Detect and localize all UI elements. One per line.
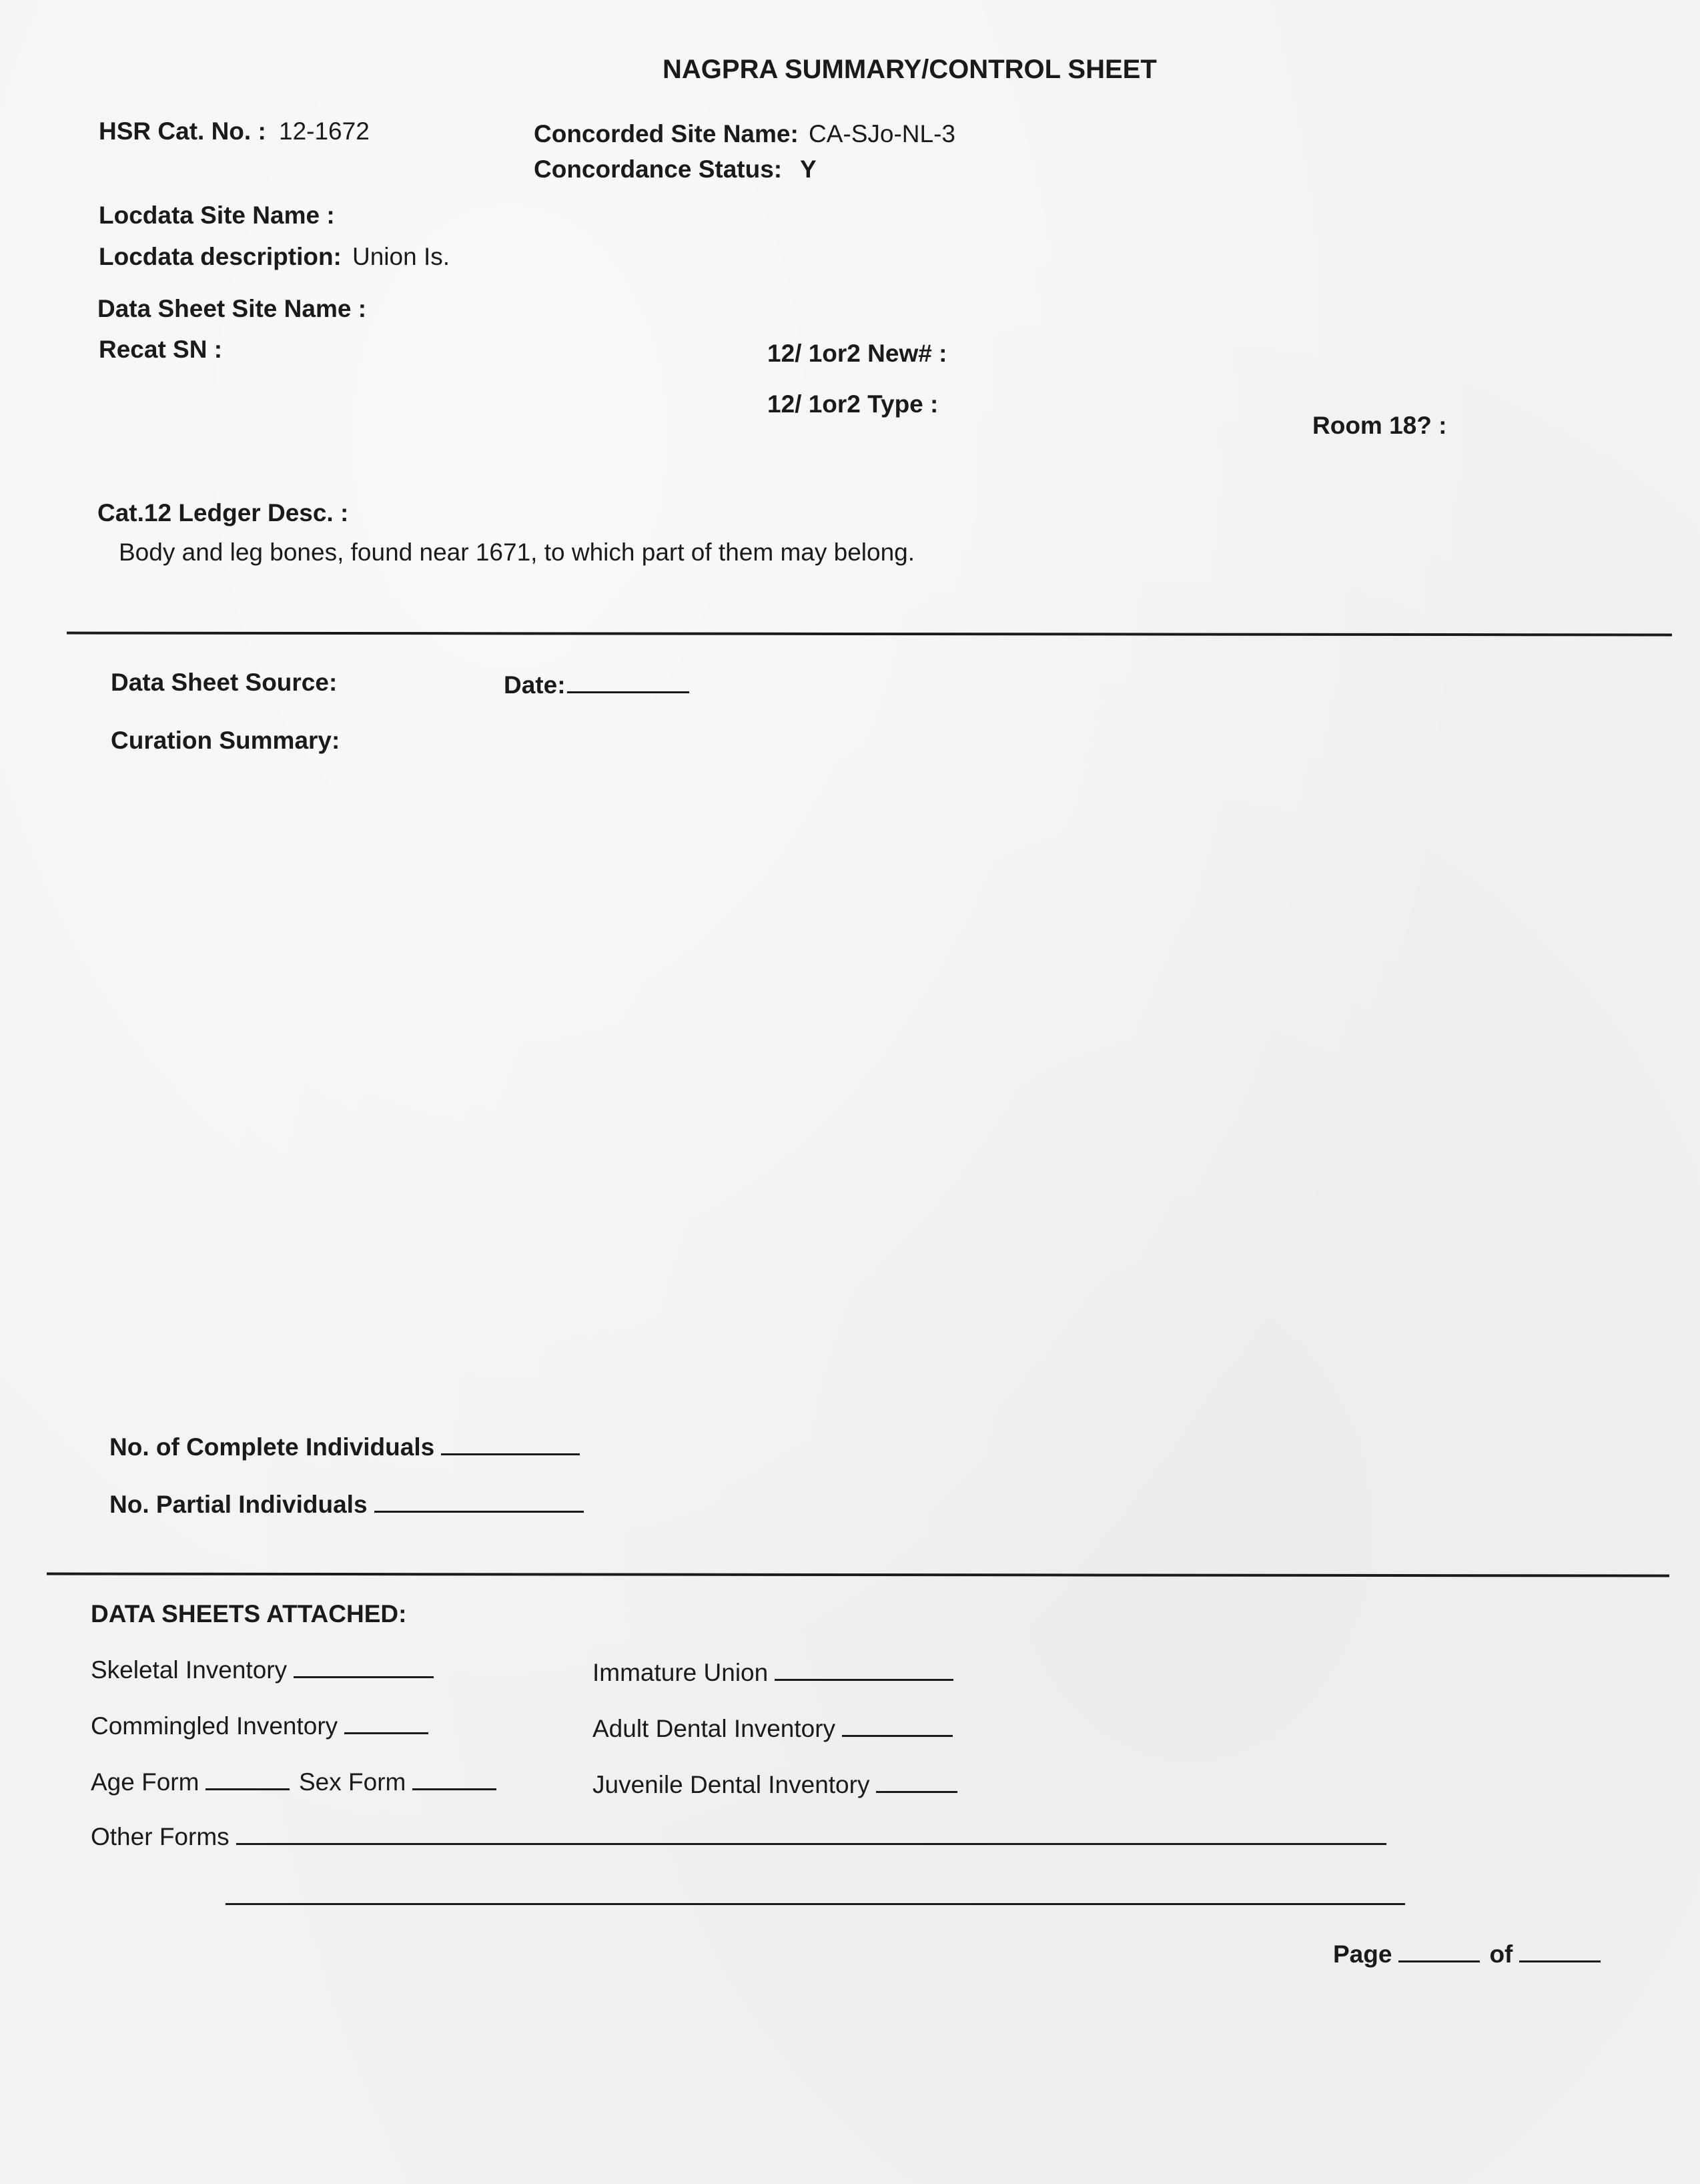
- commingled-inventory-label: Commingled Inventory: [91, 1712, 428, 1738]
- sex-form-label: Sex Form: [299, 1768, 496, 1794]
- form-title: NAGPRA SUMMARY/CONTROL SHEET: [663, 55, 1157, 84]
- partial-individuals-blank[interactable]: [374, 1491, 584, 1513]
- complete-individuals-label: No. of Complete Individuals: [109, 1433, 580, 1459]
- ledger-desc-label: Cat.12 Ledger Desc. :: [97, 499, 349, 526]
- locdata-description-label: Locdata description:: [99, 243, 342, 270]
- locdata-site-label: Locdata Site Name :: [99, 202, 335, 229]
- new-number-label: 12/ 1or2 New# :: [767, 340, 947, 367]
- immature-union-blank[interactable]: [775, 1659, 953, 1681]
- commingled-inventory-blank[interactable]: [344, 1712, 428, 1734]
- other-forms-second-line[interactable]: [226, 1903, 1405, 1905]
- other-forms-label: Other Forms: [91, 1823, 1386, 1849]
- age-form-blank[interactable]: [205, 1768, 290, 1790]
- of-label: of: [1489, 1940, 1513, 1968]
- concorded-site-label: Concorded Site Name:: [534, 120, 799, 147]
- page-total-blank[interactable]: [1519, 1940, 1601, 1962]
- partial-individuals-label: No. Partial Individuals: [109, 1491, 584, 1517]
- age-form-label: Age Form: [91, 1768, 290, 1794]
- data-sheets-attached-heading: DATA SHEETS ATTACHED:: [91, 1600, 407, 1627]
- hsr-cat-value: 12-1672: [279, 117, 370, 145]
- section-divider-top: [67, 632, 1672, 637]
- concorded-site-value: CA-SJo-NL-3: [809, 120, 955, 147]
- skeletal-inventory-label: Skeletal Inventory: [91, 1656, 434, 1682]
- locdata-description-value: Union Is.: [352, 243, 450, 270]
- complete-individuals-blank[interactable]: [441, 1433, 580, 1455]
- recat-sn-label: Recat SN :: [99, 336, 223, 363]
- concordance-status-label: Concordance Status:: [534, 155, 783, 183]
- other-forms-blank[interactable]: [236, 1823, 1386, 1845]
- type-label: 12/ 1or2 Type :: [767, 390, 939, 418]
- concordance-status-value: Y: [800, 155, 817, 183]
- room-18-label: Room 18? :: [1312, 412, 1447, 439]
- juvenile-dental-inventory-blank[interactable]: [876, 1771, 957, 1793]
- section-divider-bottom: [47, 1573, 1669, 1577]
- adult-dental-inventory-label: Adult Dental Inventory: [592, 1715, 953, 1741]
- data-sheet-site-label: Data Sheet Site Name :: [97, 295, 367, 322]
- skeletal-inventory-blank[interactable]: [294, 1656, 434, 1678]
- page-number-label: Page of: [1333, 1940, 1601, 1966]
- date-label: Date:: [504, 671, 689, 697]
- hsr-cat-label: HSR Cat. No. :: [99, 117, 266, 145]
- ledger-desc-value: Body and leg bones, found near 1671, to which part of them may belong.: [119, 538, 915, 566]
- date-blank[interactable]: [567, 671, 689, 693]
- sex-form-blank[interactable]: [412, 1768, 496, 1790]
- adult-dental-inventory-blank[interactable]: [842, 1715, 953, 1737]
- curation-summary-label: Curation Summary:: [111, 727, 340, 754]
- juvenile-dental-inventory-label: Juvenile Dental Inventory: [592, 1771, 957, 1797]
- immature-union-label: Immature Union: [592, 1659, 953, 1685]
- page-number-blank[interactable]: [1398, 1940, 1480, 1962]
- data-sheet-source-label: Data Sheet Source:: [111, 669, 338, 696]
